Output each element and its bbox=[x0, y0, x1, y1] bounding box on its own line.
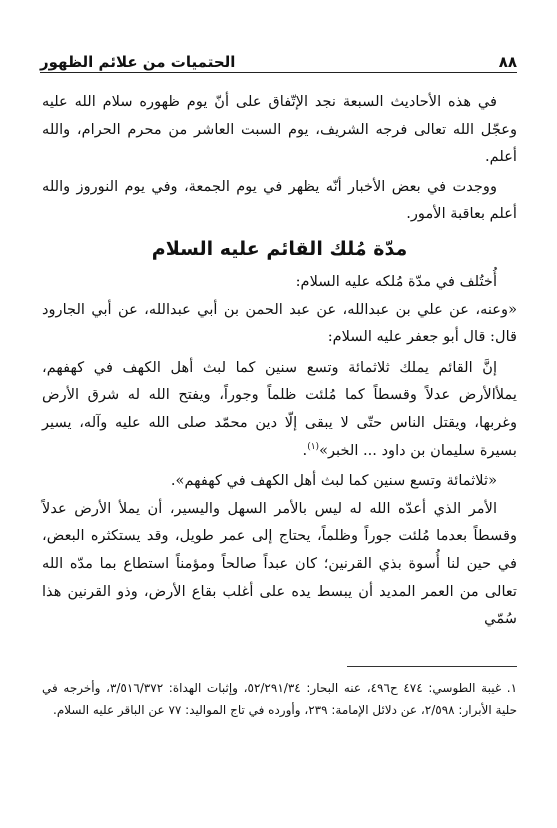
running-title: الحتميات من علائم الظهور bbox=[40, 53, 236, 71]
footnotes bbox=[42, 677, 517, 721]
paragraph-7: الأمر الذي أعدّه الله له ليس بالأمر السهل واليسير، أن يملأ الأرض عدلاً وقسطاً بعدما مُلئت جوراً وظلماً، يحتاج إلى عمر طويل، وقد يستكثره البعض، في حين لنا أُسوة بذي القرنين؛ كان عبداً صالحاً ومؤمناً استطاع بما مدّه الله تعالى من العمر المديد أن يبسط يده على أغلب بقاع الأرض، وذو القرنين هذا سُمّي bbox=[42, 499, 517, 628]
header-rule bbox=[40, 72, 517, 73]
hadith-chain: «وعنه، عن علي بن عبدالله، عن عبد الحمن بن أبي عبدالله، عن أبي الجارود قال: قال أبو جعفر عليه السلام: bbox=[42, 300, 517, 346]
hadith-body: إنَّ القائم يملك ثلاثمائة وتسع سنين كما لبث أهل الكهف في كهفهم، يملأالأرض عدلاً وقسطاً كما مُلئت ظلماً وجوراً، ويفتح الله له شرق الأرض وغربها، ويقتل الناس حتّى لا يبقى إلّا دين محمّد صلى الله عليه وآله، يسير بسيرة سليمان بن داود ... الخبر» bbox=[42, 358, 517, 459]
footnote-1: ١. غيبة الطوسي: ٤٧٤ ح٤٩٦، عنه البحار: ٥٢/٢٩١/٣٤، وإثبات الهداة: ٣/٥١٦/٣٧٢، وأخرجه في حلية الأبرار: ٢/٥٩٨، عن دلائل الإمامة: ٢٣٩، وأورده في تاج المواليد: ٧٧ عن الباقر عليه السلام. bbox=[42, 681, 518, 717]
paragraph-2: ووجدت في بعض الأخبار أنّه يظهر في يوم الجمعة، وفي يوم النوروز والله أعلم بعاقبة الأمور. bbox=[42, 177, 517, 223]
page-number: ٨٨ bbox=[498, 53, 517, 71]
section-title: مدّة مُلك القائم عليه السلام bbox=[151, 237, 408, 260]
footnote-marker: (١) bbox=[307, 441, 320, 452]
hadith-text: إنَّ القائم يملك ثلاثمائة وتسع سنين كما لبث أهل الكهف في كهفهم، يملأالأرض عدلاً وقسطاً كما مُلئت ظلماً وجوراً، ويفتح الله له شرق الأرض وغربها، ويقتل الناس حتّى لا يبقى إلّا دين محمّد صلى الله عليه وآله، يسير بسيرة سليمان بن داود ... الخبر»$^{(١)}$. bbox=[42, 358, 517, 459]
running-header bbox=[40, 46, 517, 72]
quoted-line: «ثلاثمائة وتسع سنين كما لبث أهل الكهف في كهفهم». bbox=[170, 472, 497, 490]
main-text bbox=[42, 88, 517, 633]
footnote-rule bbox=[347, 666, 517, 667]
paragraph-1: في هذه الأحاديث السبعة نجد الإتّفاق على أنّ يوم ظهوره سلام الله عليه وعجّل الله تعالى فرجه الشريف، يوم السبت العاشر من محرم الحرام، والله أعلم. bbox=[42, 93, 517, 166]
paragraph-3: أُختُلف في مدّة مُلكه عليه السلام: bbox=[295, 272, 497, 290]
